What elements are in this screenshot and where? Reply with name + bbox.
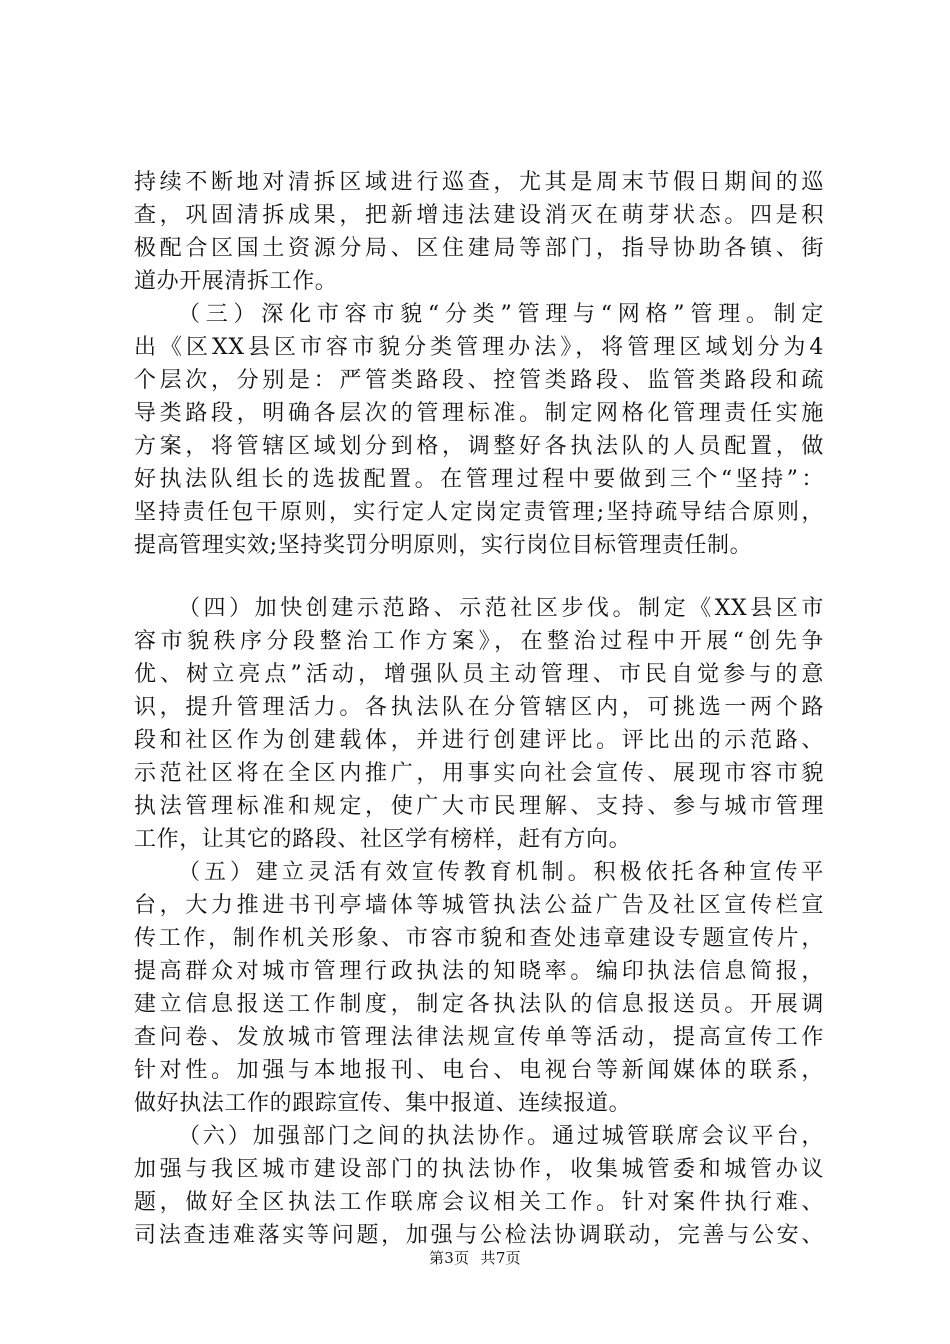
text-line: 提高管理实效;坚持奖罚分明原则，实行岗位目标管理责任制。: [134, 533, 753, 558]
text-line: 坚持责任包干原则，实行定人定岗定责管理;坚持疏导结合原则，: [134, 500, 824, 525]
paragraph-section-6: [134, 1120, 824, 1252]
text-line: 导类路段，明确各层次的管理标准。制定网格化管理责任实施: [134, 401, 824, 426]
document-body: [134, 166, 824, 1252]
text-line: 工作，让其它的路段、社区学有榜样，赶有方向。: [134, 827, 632, 852]
text-line: （六）加强部门之间的执法协作。通过城管联席会议平台，: [178, 1124, 824, 1149]
text-line: （四）加快创建示范路、示范社区步伐。制定《XX县区市: [178, 596, 824, 621]
text-line: 好执法队组长的选拔配置。在管理过程中要做到三个“坚持”：: [134, 467, 824, 492]
text-line: 个层次，分别是：严管类路段、控管类路段、监管类路段和疏: [134, 368, 824, 393]
paragraph-continuation: [134, 166, 824, 298]
text-line: 司法查违难落实等问题，加强与公检法协调联动，完善与公安、: [134, 1223, 824, 1248]
text-line: 容市貌秩序分段整治工作方案》，在整治过程中开展“创先争: [134, 629, 824, 654]
text-line: 传工作，制作机关形象、市容市貌和查处违章建设专题宣传片，: [134, 926, 824, 951]
paragraph-section-4: [134, 592, 824, 856]
text-line: 持续不断地对清拆区域进行巡查，尤其是周末节假日期间的巡: [134, 170, 824, 195]
text-line: 题，做好全区执法工作联席会议相关工作。针对案件执行难、: [134, 1190, 824, 1215]
text-line: 建立信息报送工作制度，制定各执法队的信息报送员。开展调: [134, 992, 824, 1017]
text-line: （三）深化市容市貌“分类”管理与“网格”管理。制定: [178, 302, 824, 327]
text-line: 道办开展清拆工作。: [134, 269, 338, 294]
text-line: 台，大力推进书刊亭墙体等城管执法公益广告及社区宣传栏宣: [134, 893, 824, 918]
text-line: 方案，将管辖区域划分到格，调整好各执法队的人员配置，做: [134, 434, 824, 459]
text-line: 执法管理标准和规定，使广大市民理解、支持、参与城市管理: [134, 794, 824, 819]
paragraph-section-5: [134, 856, 824, 1120]
paragraph-gap: [134, 562, 824, 592]
text-line: 优、树立亮点”活动，增强队员主动管理、市民自觉参与的意: [134, 662, 824, 687]
text-line: 查，巩固清拆成果，把新增违法建设消灭在萌芽状态。四是积: [134, 203, 824, 228]
page-footer: [0, 1247, 950, 1268]
text-line: 出《区XX县区市容市貌分类管理办法》，将管理区域划分为4: [134, 335, 824, 360]
text-line: 做好执法工作的跟踪宣传、集中报道、连续报道。: [134, 1091, 632, 1116]
text-line: 加强与我区城市建设部门的执法协作，收集城管委和城管办议: [134, 1157, 824, 1182]
text-line: 极配合区国土资源分局、区住建局等部门，指导协助各镇、街: [134, 236, 824, 261]
text-line: （五）建立灵活有效宣传教育机制。积极依托各种宣传平: [178, 860, 824, 885]
text-line: 查问卷、发放城市管理法律法规宣传单等活动，提高宣传工作: [134, 1025, 824, 1050]
paragraph-section-3: [134, 298, 824, 562]
page-number: 第3页: [429, 1249, 470, 1267]
text-line: 识，提升管理活力。各执法队在分管辖区内，可挑选一两个路: [134, 695, 824, 720]
text-line: 针对性。加强与本地报刊、电台、电视台等新闻媒体的联系，: [134, 1058, 824, 1083]
text-line: 示范社区将在全区内推广，用事实向社会宣传、展现市容市貌: [134, 761, 824, 786]
text-line: 提高群众对城市管理行政执法的知晓率。编印执法信息简报，: [134, 959, 824, 984]
page-total: 共7页: [480, 1249, 521, 1267]
text-line: 段和社区作为创建载体，并进行创建评比。评比出的示范路、: [134, 728, 824, 753]
